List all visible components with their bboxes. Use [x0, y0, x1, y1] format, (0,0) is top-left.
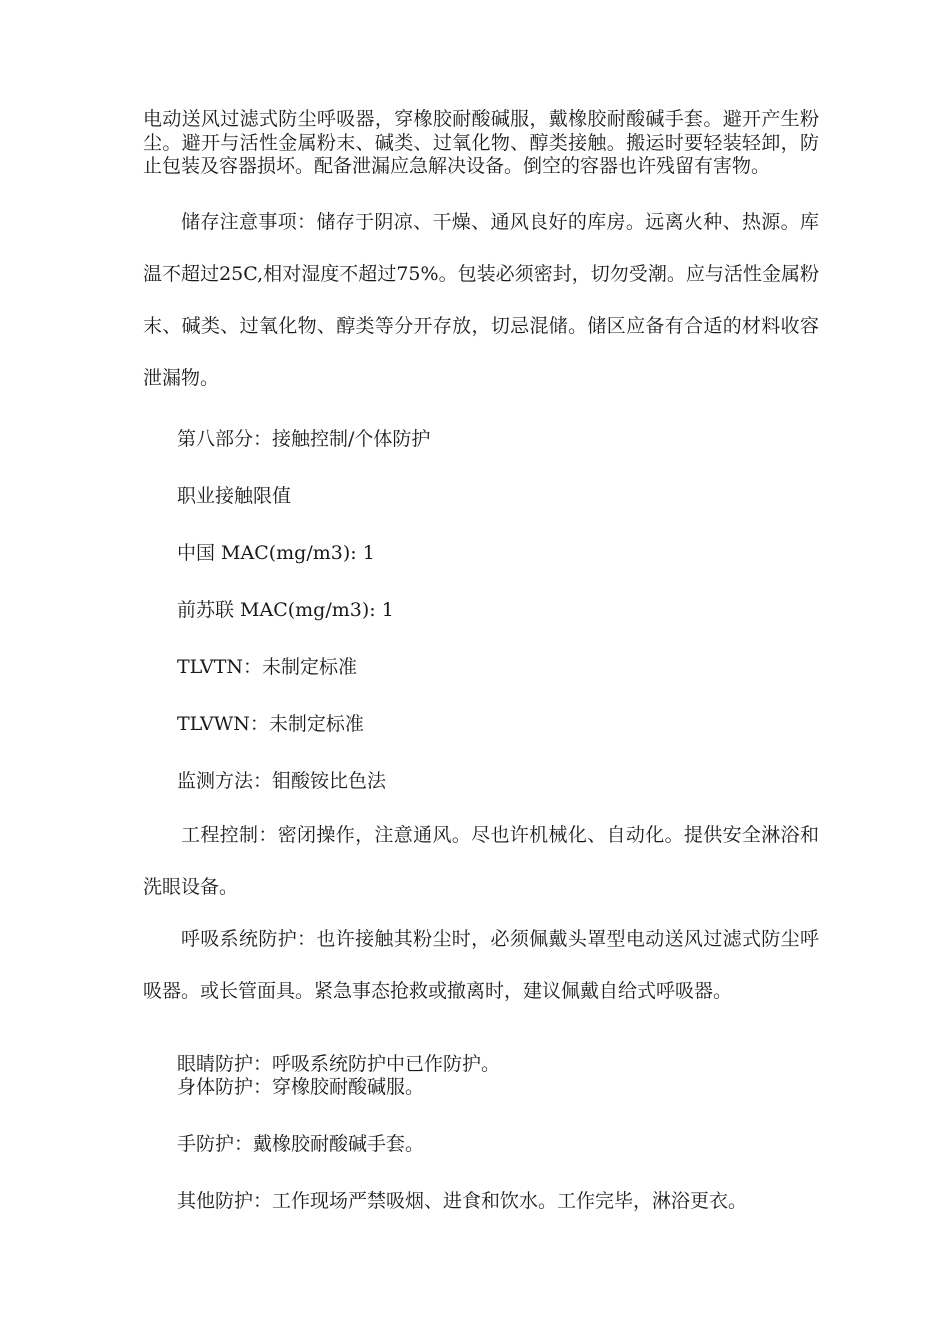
china-mac-value: 中国 MAC(mg/m3): 1: [177, 541, 375, 564]
intro-paragraph: 电动送风过滤式防尘呼吸器，穿橡胶耐酸碱服，戴橡胶耐酸碱手套。避开产生粉尘。避开与活性金属粉末、碱类、过氧化物、醇类接触。搬运时要轻装轻卸，防止包装及容器损坏。配备泄漏应急解决设备。倒空的容器也许残留有害物。: [143, 108, 819, 177]
respiratory-protection-paragraph: 呼吸系统防护：也许接触其粉尘时，必须佩戴头罩型电动送风过滤式防尘呼吸器。或长管面具。紧急事态抢救或撤离时，建议佩戴自给式呼吸器。: [143, 927, 819, 1002]
document-page: [143, 108, 819, 1213]
other-protection: 其他防护：工作现场严禁吸烟、进食和饮水。工作完毕，淋浴更衣。: [177, 1189, 748, 1212]
section-title: 第八部分：接触控制/个体防护: [177, 427, 431, 450]
ussr-mac-value: 前苏联 MAC(mg/m3): 1: [177, 598, 394, 621]
tlvwn-value: TLVWN：未制定标准: [177, 712, 364, 735]
hand-protection: 手防护：戴橡胶耐酸碱手套。: [177, 1132, 425, 1155]
monitoring-method: 监测方法：钼酸铵比色法: [177, 769, 387, 792]
eye-protection: 眼睛防护：呼吸系统防护中已作防护。: [177, 1052, 501, 1075]
engineering-control-paragraph: 工程控制：密闭操作，注意通风。尽也许机械化、自动化。提供安全淋浴和洗眼设备。: [143, 823, 819, 898]
body-protection: 身体防护：穿橡胶耐酸碱服。: [177, 1075, 425, 1098]
occupational-limits-heading: 职业接触限值: [177, 484, 292, 507]
tlvtn-value: TLVTN：未制定标准: [177, 655, 358, 678]
storage-paragraph: 储存注意事项：储存于阴凉、干燥、通风良好的库房。远离火种、热源。库温不超过25C,相对湿度不超过75%。包装必须密封，切勿受潮。应与活性金属粉末、碱类、过氧化物、醇类等分开存放，切忌混储。储区应备有合适的材料收容泄漏物。: [143, 210, 819, 389]
